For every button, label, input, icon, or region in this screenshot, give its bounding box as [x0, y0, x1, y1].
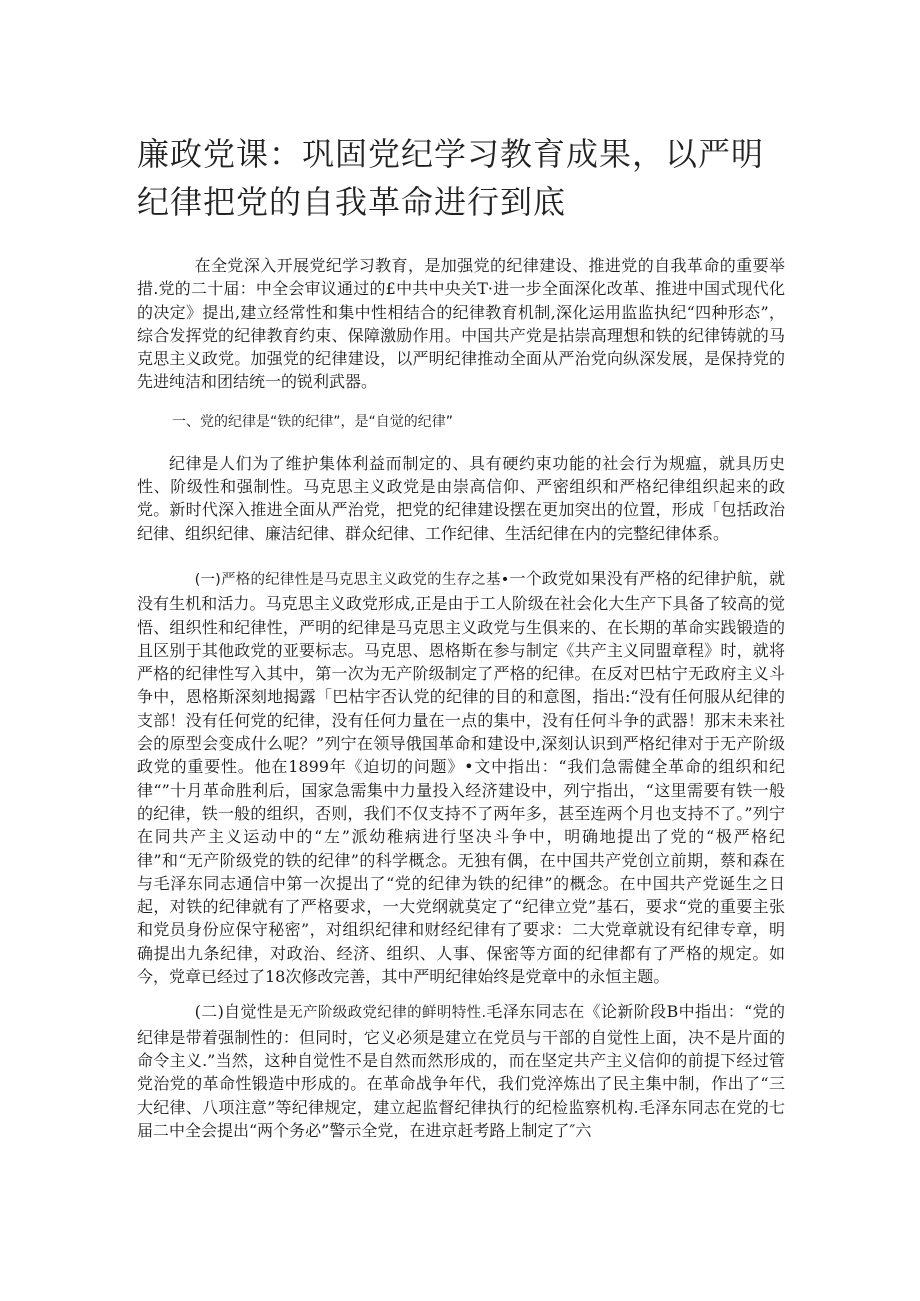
body-paragraph: 纪律是人们为了维护集体利益而制定的、具有硬约束功能的社会行为规瘟，就具历史性、阶级性和强制性。马克思主义政党是由崇高信仰、严密组织和严格纪律组织起来的政党。新时代深入推进全面从严治党，把党的纪律建设摆在更加突出的位置，形成「包括政治纪律、组织纪律、廉洁纪律、群众纪律、工作纪律、生活纪律在内的完整纪律体系。: [137, 453, 785, 543]
subsection-body: 一个政党如果没有严格的纪律护航，就没有生机和活力。马克思主义政党形成,正是由于工人阶级在社会化大生产下具备了较高的觉悟、组织性和纪律性，严明的纪律是马克思主义政党与生俱来的、在长期的革命实践锻造的且区别于其他政党的亚要标志。马克思、恩格斯在参与制定《共产主义同盟章程》时，就将严格的纪律性写入其中，第一次为无产阶级制定了严格的纪律。在反对巴枯宁无政府主义斗争中，恩格斯深刻地揭露「巴枯宇否认党的纪律的目的和意图，指出:“没有任何服从纪律的支部！没有任何党的纪律，没有任何力量在一点的集中，没有任何斗争的武器！那末未来社会的原型会变成什么呢？”列宁在领导俄国革命和建设中,深刻认识到严格纪律对于无产阶级政党的重要性。他在1899年《迫切的问题》•文中指出：“我们急需健全革命的组织和纪律“”十月革命胜利后，国家急需集中力量投入经济建设中，列宁指出，“这里需要有铁一般的纪律，铁一般的组织，否则，我们不仅支持不了两年多，甚至连两个月也支持不了。”列宁在同共产主义运动中的“左”派幼稚病进行坚决斗争中，明确地提出了党的“极严格纪律”和“无产阶级党的铁的纪律”的科学概念。无独有偶，在中国共产党创立前期，蔡和森在与毛泽东同志通信中第一次提出了“党的纪律为铁的纪律”的概念。在中国共产党诞生之日起，对铁的纪律就有了严格要求，一大党纲就莫定了“纪律立党”基石，要求“党的重要主张和党员身份应保守秘密”，对组织纪律和财经纪律有了要求：二大党章就设有纪律专章，明确提出九条纪律，对政治、经济、组织、人事、保密等方面的纪律都有了严格的规定。如今，党章已经过了18次修改完善，其中严明纪律始终是党章中的永恒主题。: [137, 568, 785, 987]
intro-paragraph: 在全党深入开展党纪学习教育，是加强党的纪律建设、推进党的自我革命的重要举措.党的二十届：中全会审议通过的£中共中央关T·进一步全面深化改革、推进中国式现代化的决定》提出,建立经常性和集中性相结合的纪律教育机制,深化运用监监执纪“四种形态”，综合发挥党的纪律教育约束、保障激励作用。中国共产党是拈崇高理想和铁的纪律铸就的马克思主义政党。加强党的纪律建设，以严明纪律推动全面从严治党向纵深发展，是保持党的先进纯洁和团结统一的锐利武器。: [137, 256, 785, 392]
subsection-heading: (一)严格的纪律性是马克思主义政党的生存之基•: [194, 571, 510, 588]
subsection-body: 毛泽东同志在《论新阶段B中指出：“党的纪律是带着强制性的：但同时，它义必须是建立在党员与干部的自觉性上面，决不是片面的命令主义.”当然，这种自觉性不是自然而然形成的，而在坚定共产主义信仰的前提下经过管党治党的革命性锻造中形成的。在革命战争年代，我们党淬炼出了民主集中制，作出了“三大纪律、八项注意”等纪律规定，建立起监督纪律执行的纪检监察机构.毛泽东同志在党的七届二中全会提出“两个务必”警示全党，在进京赶考路上制定了″六: [137, 1002, 785, 1140]
document-page: [137, 130, 785, 1142]
subsection-paragraph: [137, 1000, 785, 1142]
subsection-paragraph: [137, 567, 785, 988]
section-heading: 一、党的纪律是“铁的纪律”，是“自觉的纪律”: [172, 413, 454, 430]
subsection-heading: 是无产阶级政党纪律的鲜明特性.: [273, 1005, 487, 1022]
subsection-heading-prefix: (二)自觉性: [194, 1002, 274, 1022]
document-title: 廉政党课：巩固党纪学习教育成果，以严明纪律把党的自我革命进行到底: [137, 135, 765, 221]
